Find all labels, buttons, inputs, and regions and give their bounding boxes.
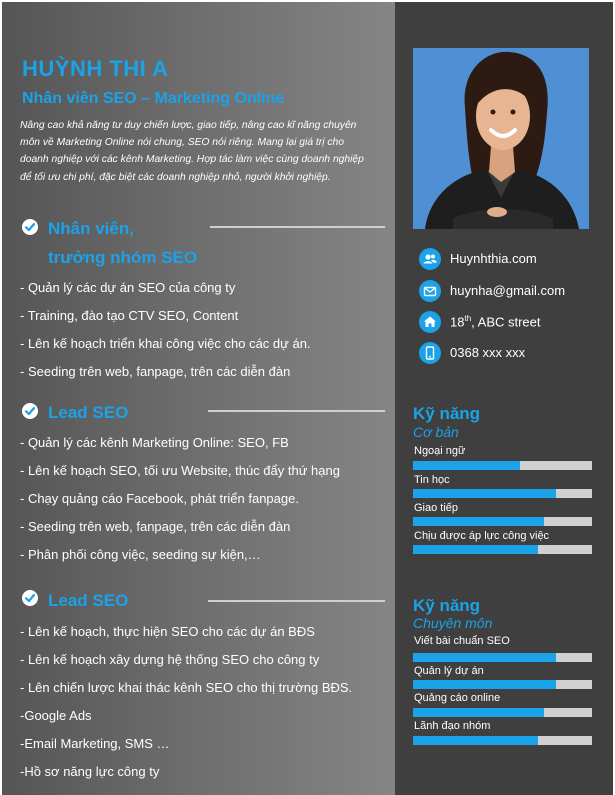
skill-label: Giao tiếp xyxy=(414,502,459,514)
skill-bar-track xyxy=(413,489,592,498)
skill-label: Viết bài chuẩn SEO xyxy=(414,635,510,647)
home-icon xyxy=(419,311,441,333)
career-summary: Nâng cao khả năng tư duy chiến lược, giao tiếp, nâng cao kĩ năng chuyên môn về Marketing Online nói chung, SEO nói riêng. Mang lại giá trị cho doanh nghiệp với các kênh Marketing. Hợp tác làm việc cùng doanh nghiệp để tối ưu chi phí, đặc biệt các doanh nghiệp nhỏ, người khởi nghiệp. xyxy=(20,120,364,183)
skill-bar-track xyxy=(413,461,592,470)
list-item: -Hồ sơ năng lực công ty xyxy=(20,764,160,779)
skill-bar-fill xyxy=(413,461,520,470)
skill-bar-fill xyxy=(413,680,556,689)
skill-bar-fill xyxy=(413,545,538,554)
phone-icon xyxy=(419,342,441,364)
skills-basic-heading: Kỹ năng xyxy=(413,404,481,423)
contact-address-text xyxy=(450,314,541,329)
address-number: 18 xyxy=(450,314,465,330)
skills-pro-heading: Kỹ năng xyxy=(413,596,481,615)
experience-1-title-line2: trưởng nhóm SEO xyxy=(48,248,198,267)
list-item: - Training, đào tạo CTV SEO, Content xyxy=(20,308,239,323)
address-ordinal: th xyxy=(464,314,472,323)
skills-pro-subheading: Chuyên môn xyxy=(413,615,493,631)
skill-label: Ngoại ngữ xyxy=(414,445,466,457)
skill-label: Quảng cáo online xyxy=(414,692,501,704)
experience-2-list xyxy=(20,429,340,569)
list-item: - Lên kế hoạch SEO, tối ưu Website, thúc đẩy thứ hạng xyxy=(20,463,340,478)
experience-1-title xyxy=(48,214,197,272)
list-item: - Lên kế hoạch, thực hiện SEO cho các dự án BĐS xyxy=(20,624,315,639)
list-item: - Quản lý các dự án SEO của công ty xyxy=(20,280,236,295)
check-icon xyxy=(22,590,38,606)
skill-label: Quản lý dự án xyxy=(414,665,484,677)
address-street: , ABC street xyxy=(471,314,541,330)
check-icon xyxy=(22,219,38,235)
list-item: - Lên kế hoạch triển khai công việc cho các dự án. xyxy=(20,336,311,351)
skill-bar-track xyxy=(413,680,592,689)
experience-3-title: Lead SEO xyxy=(48,591,129,610)
contact-email[interactable] xyxy=(419,280,609,304)
list-item: - Seeding trên web, fanpage, trên các diễn đàn xyxy=(20,519,291,534)
contact-phone-text: 0368 xxx xxx xyxy=(450,345,526,360)
contact-phone[interactable] xyxy=(419,342,609,366)
skills-basic-subheading: Cơ bản xyxy=(413,424,459,440)
skill-bar-track xyxy=(413,736,592,745)
skill-label: Tin học xyxy=(414,474,450,486)
list-item: - Chạy quảng cáo Facebook, phát triển fanpage. xyxy=(20,491,299,506)
contact-website-text: Huynhthia.com xyxy=(450,251,537,266)
profile-photo xyxy=(413,48,589,229)
list-item: - Lên kế hoạch xây dựng hệ thống SEO cho công ty xyxy=(20,652,320,667)
skill-bar-track xyxy=(413,653,592,662)
list-item: - Quản lý các kênh Marketing Online: SEO, FB xyxy=(20,435,289,450)
candidate-role: Nhân viên SEO – Marketing Online xyxy=(22,90,285,107)
users-icon xyxy=(419,248,441,270)
skill-bar-track xyxy=(413,517,592,526)
skill-bar-fill xyxy=(413,489,556,498)
list-item: -Google Ads xyxy=(20,708,92,723)
skill-bar-fill xyxy=(413,736,538,745)
skill-bar-fill xyxy=(413,653,556,662)
section-divider xyxy=(208,600,385,602)
section-divider xyxy=(210,226,385,228)
experience-2-title: Lead SEO xyxy=(48,403,129,422)
experience-1-title-line1: Nhân viên, xyxy=(48,219,134,238)
contact-address xyxy=(419,311,609,335)
skill-bar-track xyxy=(413,708,592,717)
contact-email-text: huynha@gmail.com xyxy=(450,283,566,298)
skill-label: Chịu được áp lực công việc xyxy=(414,530,550,542)
skill-label: Lãnh đạo nhóm xyxy=(414,720,491,732)
list-item: -Email Marketing, SMS … xyxy=(20,736,170,751)
mail-icon xyxy=(419,280,441,302)
list-item: - Lên chiến lược khai thác kênh SEO cho thị trường BĐS. xyxy=(20,680,353,695)
list-item: - Seeding trên web, fanpage, trên các diễn đàn xyxy=(20,364,291,379)
candidate-name: HUỲNH THI A xyxy=(22,56,169,81)
experience-3-list xyxy=(20,618,352,786)
contact-website[interactable] xyxy=(419,248,609,272)
section-divider xyxy=(208,410,385,412)
check-icon xyxy=(22,403,38,419)
skill-bar-track xyxy=(413,545,592,554)
list-item: - Phân phối công việc, seeding sự kiện,… xyxy=(20,547,261,562)
skill-bar-fill xyxy=(413,517,544,526)
skill-bar-fill xyxy=(413,708,544,717)
experience-1-list xyxy=(20,274,311,386)
